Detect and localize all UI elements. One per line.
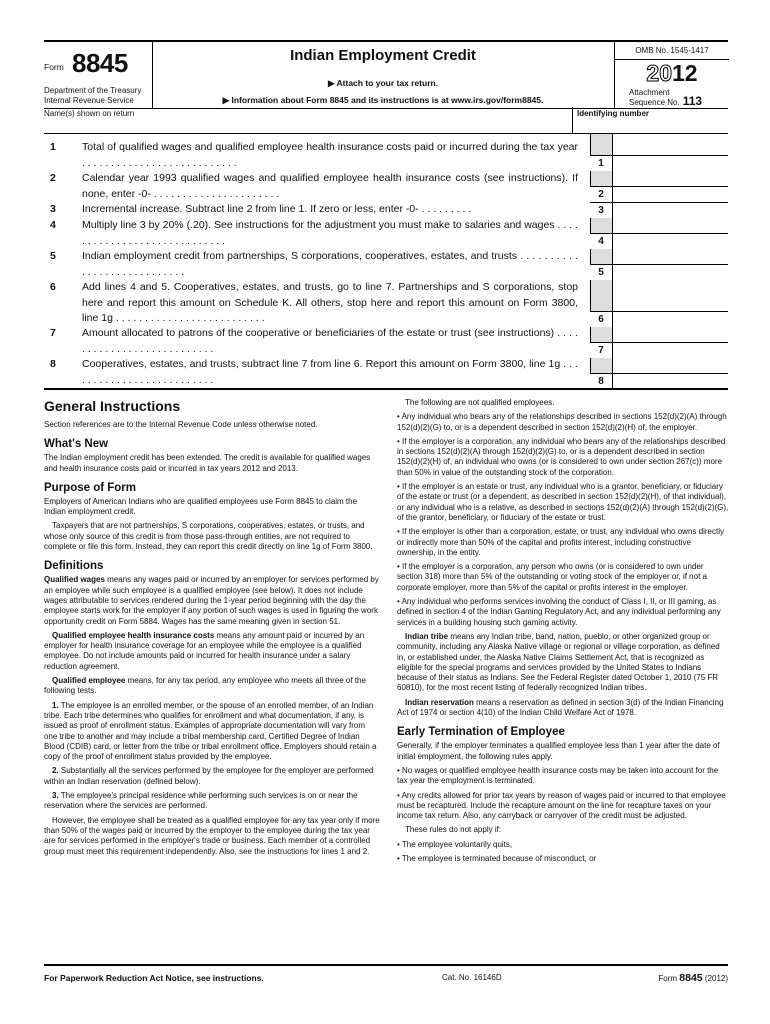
test-number: 3.	[52, 791, 59, 801]
footer-form-number: 8845	[679, 972, 703, 984]
test-text: The employee's principal residence while performing such services is on or near the reservation where the services are performed.	[44, 791, 358, 811]
line-text: Add lines 4 and 5. Cooperatives, estates, and trusts, go to line 7. Partnerships and S corporations, stop here and report this amount on Schedule K. All others, stop here and report this amount on Form 3800, line 1g . . . . . . . . . . . . . . . . . . . . . . . . . .	[82, 281, 578, 324]
footer-form-id	[658, 972, 728, 984]
form-header	[44, 40, 728, 109]
purpose-paragraph-1: Employers of American Indians who are qualified employees use Form 8845 to claim the Indian employment credit.	[44, 496, 358, 517]
definition: means a reservation as defined in section 3(d) of the Indian Financing Act of 1974 or section 4(10) of the Indian Child Welfare Act of 1978.	[397, 697, 724, 718]
amount-column	[612, 134, 729, 389]
general-instructions-heading: General Instructions	[44, 398, 181, 414]
early-termination-text: Generally, if the employer terminates a qualified employee less than 1 year after the date of initial employment, the following rules apply.	[397, 741, 720, 761]
term: Qualified employee	[52, 676, 126, 686]
line-text: Indian employment credit from partnerships, S corporations, cooperatives, estates, and trusts . . . . . . . . . . . . . . . . . . . . . . . . . . . .	[82, 250, 578, 278]
line-box-7: 7	[590, 342, 612, 358]
instructions-left-column	[44, 398, 380, 861]
exclusion-bullet-4: • If the employer is other than a corporation, estate, or trust, any individual who owns directly or indirectly more than 50% of the capital and profits interest, including constructive ownership, in the entity.	[397, 527, 724, 557]
identifying-number-field[interactable]	[572, 107, 729, 133]
name-row	[44, 107, 728, 134]
form-id-block	[44, 42, 153, 108]
indian-reservation-def	[397, 698, 729, 719]
tax-year	[615, 60, 729, 87]
info-instruction: ▶ Information about Form 8845 and its instructions is at www.irs.gov/form8845.	[222, 95, 544, 105]
test-1	[44, 701, 380, 763]
termination-bullet-2: • Any credits allowed for prior tax years by reason of wages paid or incurred to that employee must be recaptured. Include the recapture amount on the line for recapture taxes on your income tax return. Also, any carryback or carryover of the credit must be adjusted.	[397, 790, 726, 821]
test-text: The employee is an enrolled member, or the spouse of an enrolled member, of an Indian tribe. Each tribe determines who qualifies for enrollment and what documentation, if any, is issued as proof of enrollment status. Examples of appropriate documentation will vary from one tribe to another and may include a tribal membership card, Certified Degree of Indian Blood (CDIB) card, or letter from the tribe or tribal enrollment office. Employers should retain a copy of the proof of enrollment status provided by the employee.	[44, 700, 377, 762]
test-text: Substantially all the services performed by the employee for the employer are performed within an Indian reservation (defined below).	[44, 766, 374, 786]
form-number: 8845	[72, 48, 128, 78]
department-block	[44, 86, 141, 106]
health-costs-def	[44, 631, 380, 672]
paperwork-notice: For Paperwork Reduction Act Notice, see instructions.	[44, 973, 264, 983]
line-number: 3	[50, 203, 56, 215]
attach-instruction: ▶ Attach to your tax return.	[327, 78, 439, 88]
form-footer	[44, 964, 728, 990]
test-2	[44, 766, 380, 787]
line-number: 1	[50, 141, 56, 153]
however-paragraph: However, the employee shall be treated as a qualified employee for any tax year only if more than 50% of the wages paid or incurred by the employer to the employee during the tax year are for services performed in the employer's trade or business. Each member of a controlled group must meet this requirement independently. Also, see the instructions for lines 1 and 2.	[44, 815, 380, 856]
line-number: 5	[50, 250, 56, 262]
qualified-employee-def	[44, 676, 380, 697]
line-text: Amount allocated to patrons of the cooperative or beneficiaries of the estate or trust (see instructions) . . . . . . . . . . . . . . . . . . . . . . . . . . .	[82, 327, 578, 355]
definition: means any wages paid or incurred by an employer for services performed by an employee while such employee is a qualified employee (see below). It does not include wages attributable to services rendered during the 1-year period beginning with the day the employee starts work for the employer if any portion of such wages is used in figuring the work opportunity credit on Form 5884. Wages has the same meaning given in section 51.	[44, 575, 379, 626]
line-box-2: 2	[590, 186, 612, 202]
amount-field-2[interactable]	[612, 186, 728, 187]
line-number: 6	[50, 281, 56, 293]
form-label: Form	[44, 62, 64, 72]
rule-exception-1: • The employee voluntarily quits,	[397, 839, 513, 849]
form-title: Indian Employment Credit	[290, 47, 476, 64]
exclusion-bullet-1: • Any individual who bears any of the relationships described in sections 152(d)(2)(A) through 152(d)(2)(G) to, or is a dependent described in section 152(d)(2)(H) of, the employer.	[397, 412, 727, 432]
seq-line-2: Sequence No.	[629, 98, 680, 107]
exclusion-bullet-2: • If the employer is a corporation, any individual who bears any of the relationships described in sections 152(d)(2)(A) through 152(d)(2)(G) to, or is a dependent described in section 152(d)(2)(H) of, an individual who owns (or is considered to own under section 267(c)) more than 50% in value of the outstanding stock of the corporation.	[397, 436, 726, 477]
line-box-5: 5	[590, 264, 612, 280]
line-text: Calendar year 1993 qualified wages and qualified employee health insurance costs (see instructions). If none, enter -0- . . . . . . . . . . . . . . . . . . . . . .	[82, 172, 578, 200]
line-box-3: 3	[590, 202, 612, 218]
definition: means any amount paid or incurred by an employer for health insurance coverage for an employee while the employee is a qualified employee. Do not include amounts paid or incurred for health insurance under a salary reduction agreement.	[44, 630, 365, 671]
rules-not-apply: These rules do not apply if:	[405, 825, 502, 835]
seq-number: 113	[682, 94, 703, 108]
tax-year-solid: 12	[672, 60, 698, 86]
exclusion-bullet-5: • If the employer is a corporation, any person who owns (or is considered to own under section 318) more than 5% of the outstanding or voting stock of the employer or, if not a corporate employer, more than 5% of the capital or profits interest in the employer.	[397, 562, 707, 592]
definition: means any Indian tribe, band, nation, pueblo, or other organized group or community, including any Alaska Native village or regional or village corporation, as defined in, or established under, the Alaska Native Claims Settlement Act, that is recognized as eligible for the special programs and services provided by the United States to Indians because of their status as Indians. See the Federal Register dated October 1, 2010 (75 FR 60810), for the most recent listing of federally recognized Indian tribes.	[397, 631, 720, 693]
tax-year-outline: 20	[646, 60, 672, 86]
line-box-6: 6	[590, 311, 612, 327]
seq-line-1: Attachment	[629, 88, 670, 97]
test-number: 2.	[52, 766, 59, 776]
line-box-1: 1	[590, 155, 612, 171]
indian-tribe-def	[397, 632, 729, 694]
line-text: Total of qualified wages and qualified employee health insurance costs paid or incurred during the tax year . . . . . . . . . . . . . . . . . . . . . . . . . . .	[82, 141, 578, 169]
definitions-heading: Definitions	[44, 560, 104, 573]
line-box-4: 4	[590, 233, 612, 249]
purpose-paragraph-2: Taxpayers that are not partnerships, S corporations, cooperatives, estates, or trusts, and whose only source of this credit is from those pass-through entities, are not required to complete or file this form. Instead, they can report this credit directly on line 1g of Form 3800.	[44, 521, 373, 552]
amount-field-4[interactable]	[612, 233, 728, 234]
termination-bullet-1: • No wages or qualified employee health insurance costs may be taken into account for the tax year the employment is terminated.	[397, 765, 719, 786]
omb-block	[614, 42, 729, 108]
line-text: Cooperatives, estates, and trusts, subtract line 7 from line 6. Report this amount on Form 3800, line 1g . . . . . . . . . . . . . . . . . . . . . . . . . .	[82, 358, 578, 386]
name-label[interactable]: Name(s) shown on return	[44, 109, 135, 118]
line-text: Incremental increase. Subtract line 2 from line 1. If zero or less, enter -0- . . . . . . . . .	[82, 203, 472, 215]
amount-field-8[interactable]	[612, 373, 728, 374]
exclusion-bullet-6: • Any individual who performs services involving the conduct of Class I, II, or III gaming, as defined in section 4 of the Indian Gaming Regulatory Act, and any individual performing any services in a building housing such gaming activity.	[397, 597, 721, 627]
dept-line-1: Department of the Treasury	[44, 86, 142, 95]
term: Indian reservation	[405, 697, 474, 707]
gi-intro: Section references are to the Internal Revenue Code unless otherwise noted.	[44, 420, 318, 429]
id-label: Identifying number	[577, 109, 649, 118]
catalog-number: Cat. No. 16146D	[442, 973, 502, 982]
amount-field-6[interactable]	[612, 311, 728, 312]
line-text: Multiply line 3 by 20% (.20). See instructions for the adjustment you must make to salaries and wages . . . . . . . . . . . . . . . . . . . . . . . . . . . . .	[82, 219, 578, 247]
rule-exception-2: • The employee is terminated because of misconduct, or	[397, 853, 597, 863]
dept-line-2: Internal Revenue Service	[44, 96, 134, 105]
exclusion-bullet-3: • If the employer is an estate or trust, any individual who is a grantor, beneficiary, or fiduciary of the estate or trust (or a dependent, as described in section 152(d)(2)(H), of that individual), or any individual who is a relative, as described in sections 152(d)(2)(A) through 152(d)(2)(G), of the grantor, beneficiary, or fiduciary of the estate or trust.	[397, 482, 729, 522]
amount-field-5[interactable]	[612, 264, 728, 265]
term: Qualified employee health insurance costs	[52, 630, 215, 640]
omb-number: OMB No. 1545-1417	[615, 46, 729, 60]
early-termination-heading: Early Termination of Employee	[397, 726, 565, 739]
term: Qualified wages	[44, 575, 105, 585]
title-block	[152, 42, 614, 108]
qualified-wages-def	[44, 575, 380, 626]
whats-new-heading: What's New	[44, 438, 109, 451]
term: Indian tribe	[405, 631, 449, 641]
test-number: 1.	[52, 700, 59, 710]
definition: means, for any tax period, any employee who meets all three of the following tests.	[44, 676, 366, 696]
footer-form-word: Form	[658, 974, 678, 983]
amount-field-1[interactable]	[612, 155, 728, 156]
purpose-heading: Purpose of Form	[44, 481, 137, 494]
form-lines	[44, 134, 728, 389]
attachment-sequence	[629, 88, 702, 107]
line-number: 4	[50, 219, 56, 231]
footer-year: (2012)	[704, 974, 728, 983]
test-3	[44, 791, 380, 812]
line-number: 7	[50, 327, 56, 339]
amount-field-7[interactable]	[612, 342, 728, 343]
line-box-8: 8	[590, 373, 612, 389]
section-divider	[44, 388, 728, 390]
line-number: 8	[50, 358, 56, 370]
amount-field-3[interactable]	[612, 202, 728, 203]
not-qualified-intro: The following are not qualified employees.	[405, 398, 555, 407]
instructions-right-column	[397, 398, 729, 868]
line-number: 2	[50, 172, 56, 184]
whats-new-text: The Indian employment credit has been extended. The credit is available for qualified wages and health insurance costs paid or incurred in tax years 2012 and 2013.	[44, 453, 371, 473]
